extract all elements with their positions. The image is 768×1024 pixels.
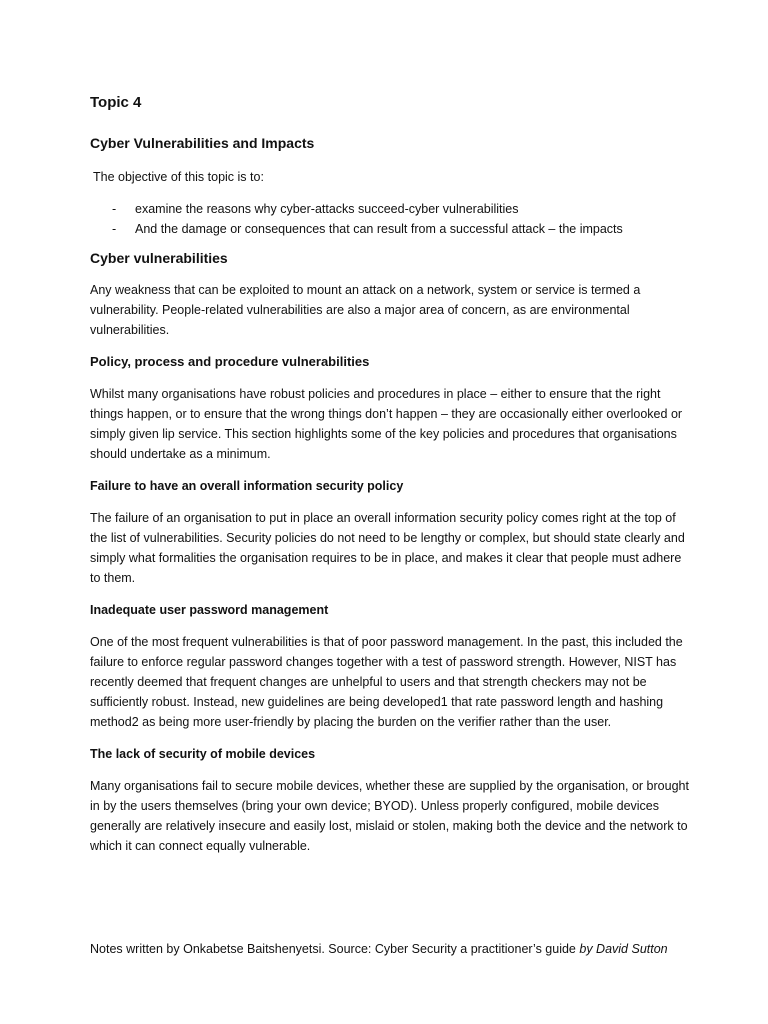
bullet-dash: - — [112, 202, 117, 216]
page-footer — [90, 940, 690, 959]
objective-item-text: examine the reasons why cyber-attacks succeed-cyber vulnerabilities — [135, 202, 519, 216]
section-heading-policy: Policy, process and procedure vulnerabilities — [90, 354, 370, 369]
paragraph-security-policy: The failure of an organisation to put in place an overall information security policy comes right at the top of the list of vulnerabilities. Security policies do not need to be lengthy or complex, but should state clearly and simply what formalities the organisation requires to be in place, and makes it clear that people must adhere to them. — [90, 511, 685, 585]
paragraph-mobile: Many organisations fail to secure mobile devices, whether these are supplied by the organisation, or brought in by the users themselves (bring your own device; BYOD). Unless properly configured, mobile devices generally are relatively insecure and easily lost, mislaid or stolen, making both the device and the network to which it can connect equally vulnerable. — [90, 779, 689, 853]
section-heading-password: Inadequate user password management — [90, 603, 329, 617]
paragraph-password: One of the most frequent vulnerabilities is that of poor password management. In the past, this included the failure to enforce regular password changes together with a test of password strength. However, NIST has recently deemed that frequent changes are unhelpful to users and that strength checkers may not be sufficiently robust. Instead, new guidelines are being developed1 that rate password length and hashing method2 as being more user-friendly by placing the burden on the verifier rather than the user. — [90, 635, 683, 729]
document-body — [90, 92, 690, 868]
footer-note: Notes written by Onkabetse Baitshenyetsi. Source: Cyber Security a practitioner’s guide — [90, 942, 580, 956]
objective-item — [90, 219, 690, 239]
topic-heading: Topic 4 — [90, 94, 142, 111]
objective-intro: The objective of this topic is to: — [93, 170, 264, 184]
section-heading-mobile: The lack of security of mobile devices — [90, 747, 316, 761]
paragraph-policy: Whilst many organisations have robust policies and procedures in place – either to ensure that the right things happen, or to ensure that the wrong things don’t happen – they are occasionally either overlooked or simply given lip service. This section highlights some of the key policies and procedures that organisations should undertake as a minimum. — [90, 387, 683, 461]
section-heading-security-policy: Failure to have an overall information security policy — [90, 479, 404, 493]
section-heading-cyber-vulnerabilities: Cyber vulnerabilities — [90, 250, 228, 266]
footer-author: by David Sutton — [579, 942, 668, 956]
bullet-dash: - — [112, 222, 117, 236]
topic-title: Cyber Vulnerabilities and Impacts — [90, 135, 315, 151]
objective-item — [90, 199, 690, 219]
paragraph-cyber-vulnerabilities: Any weakness that can be exploited to mount an attack on a network, system or service is termed a vulnerability. People-related vulnerabilities are also a major area of concern, as are environmental vulnerabilities. — [90, 283, 641, 337]
objective-item-text: And the damage or consequences that can result from a successful attack – the impacts — [135, 222, 623, 236]
objective-list — [90, 199, 690, 239]
